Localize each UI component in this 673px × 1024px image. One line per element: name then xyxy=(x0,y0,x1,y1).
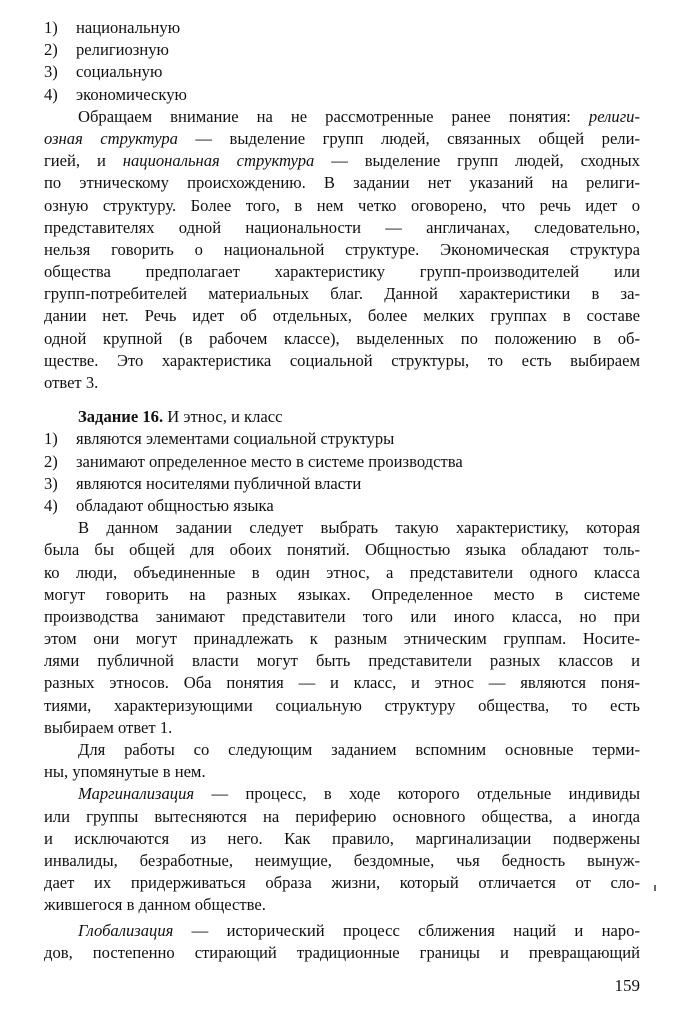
text-span: — выделение групп людей, связанных общей рели- xyxy=(177,128,640,148)
text-span: — выделение групп людей, сходных xyxy=(314,151,640,171)
text-line xyxy=(44,850,640,872)
text-line xyxy=(44,128,640,150)
list-text: обладают общностью языка xyxy=(76,495,274,515)
list-item xyxy=(44,39,640,61)
text-line xyxy=(44,584,640,606)
text-line xyxy=(44,894,640,916)
text-span: И этнос, и класс xyxy=(163,407,283,427)
text-span: была бы общей для обоих понятий. Общностью языка обладают толь- xyxy=(44,540,640,560)
text-span: одной крупной (в рабочем классе), выделенных по положению в об- xyxy=(44,328,640,348)
text-span: представителях одной национальности — англичанах, следовательно, xyxy=(44,217,640,237)
list-number: 2) xyxy=(44,40,58,60)
list-text: являются элементами социальной структуры xyxy=(76,429,395,449)
text-line xyxy=(44,239,640,261)
text-line xyxy=(44,283,640,305)
page-number: 159 xyxy=(614,976,640,995)
text-line xyxy=(44,872,640,894)
text-span: производства занимают представители того или иного класса, но при xyxy=(44,606,640,626)
text-line xyxy=(44,372,640,394)
text-span: лями публичной власти могут быть представители разных классов и xyxy=(44,651,640,671)
list-number: 3) xyxy=(44,473,58,493)
text-span: Для работы со следующим заданием вспомним основные терми- xyxy=(78,740,640,759)
text-line xyxy=(44,695,640,717)
paragraph xyxy=(44,920,640,964)
text-line xyxy=(44,828,640,850)
text-line xyxy=(44,650,640,672)
text-span: жившегося в данном обществе. xyxy=(44,895,266,915)
text-span: ществе. Это характеристика социальной структуры, то есть выбираем xyxy=(44,350,640,370)
text-line xyxy=(44,328,640,350)
text-span: общества предполагает характеристику групп-производителей или xyxy=(44,262,640,282)
text-span: дании нет. Речь идет об отдельных, более мелких группах в составе xyxy=(44,306,640,326)
term-italic: национальная структура xyxy=(122,151,315,171)
text-span: гией, и xyxy=(44,151,123,171)
list-item xyxy=(44,495,640,517)
text-span: ко люди, объединенные в один этнос, а представители одного класса xyxy=(44,562,640,582)
text-span: ны, упомянутые в нем. xyxy=(44,762,206,782)
term-italic: озная структура xyxy=(44,128,178,148)
task-heading: Задание 16. xyxy=(78,407,164,427)
text-span: групп-потребителей материальных благ. Данной характеристики в за- xyxy=(44,284,640,304)
text-line xyxy=(44,606,640,628)
text-line xyxy=(44,350,640,372)
list-number: 4) xyxy=(44,495,58,515)
text-span: — исторический процесс сближения наций и наро- xyxy=(173,920,640,940)
paragraph xyxy=(44,517,640,739)
scan-artifact xyxy=(654,885,656,891)
text-line xyxy=(44,150,640,172)
paragraph xyxy=(44,106,640,394)
page-body xyxy=(44,17,640,964)
text-line xyxy=(44,628,640,650)
text-span: этом они могут принадлежать к разным этническим группам. Носите- xyxy=(44,629,640,649)
list-text: являются носителями публичной власти xyxy=(76,473,362,493)
text-span: дает их придерживаться образа жизни, который отличается от сло- xyxy=(44,873,640,893)
text-span: Обращаем внимание на не рассмотренные ранее понятия: xyxy=(78,106,589,126)
list-text: экономическую xyxy=(76,84,187,104)
paragraph xyxy=(44,406,640,428)
list-text: социальную xyxy=(76,62,163,82)
text-span: ответ 3. xyxy=(44,373,99,392)
text-span: могут говорить на разных языках. Определенное место в системе xyxy=(44,584,640,604)
list-number: 1) xyxy=(44,429,58,449)
text-span: дов, постепенно стирающий традиционные границы и превращающий xyxy=(44,942,640,962)
text-span: выбираем ответ 1. xyxy=(44,717,173,737)
text-line xyxy=(44,539,640,561)
text-line xyxy=(44,305,640,327)
text-line xyxy=(44,672,640,694)
list-text: религиозную xyxy=(76,40,169,60)
answer-list xyxy=(44,428,640,517)
list-item xyxy=(44,84,640,106)
list-item xyxy=(44,17,640,39)
text-line xyxy=(44,195,640,217)
text-span: тиями, характеризующими социальную структуру общества, то есть xyxy=(44,695,640,715)
list-text: национальную xyxy=(76,18,181,37)
term-italic: Маргинализация xyxy=(78,784,195,804)
text-span: В данном задании следует выбрать такую характеристику, которая xyxy=(78,518,640,538)
list-number: 4) xyxy=(44,84,58,104)
term-italic: религи- xyxy=(588,106,640,126)
text-line xyxy=(44,717,640,739)
list-item xyxy=(44,428,640,450)
text-span: нельзя говорить о национальной структуре. Экономическая структура xyxy=(44,239,640,259)
list-item xyxy=(44,451,640,473)
term-italic: Глобализация xyxy=(78,920,174,940)
text-span: разных этносов. Оба понятия — и класс, и этнос — являются поня- xyxy=(44,673,640,693)
text-span: и исключаются из него. Как правило, маргинализации подвержены xyxy=(44,828,640,848)
text-span: или группы вытесняются на периферию основного общества, а иногда xyxy=(44,806,640,826)
text-span: по этническому происхождению. В задании нет указаний на религи- xyxy=(44,173,640,193)
list-number: 2) xyxy=(44,451,58,471)
text-line xyxy=(44,261,640,283)
text-line xyxy=(44,806,640,828)
text-line xyxy=(44,761,640,783)
text-line xyxy=(44,942,640,964)
text-line xyxy=(44,783,640,805)
text-line xyxy=(44,562,640,584)
list-item xyxy=(44,61,640,83)
text-span: — процесс, в ходе которого отдельные индивиды xyxy=(194,784,640,804)
paragraph xyxy=(44,739,640,783)
text-line xyxy=(44,406,640,428)
text-line xyxy=(44,517,640,539)
list-number: 1) xyxy=(44,18,58,37)
text-line xyxy=(44,217,640,239)
text-line xyxy=(44,172,640,194)
list-text: занимают определенное место в системе производства xyxy=(76,451,463,471)
list-item xyxy=(44,473,640,495)
text-span: инвалиды, безработные, неимущие, бездомные, чья бедность вынуж- xyxy=(44,850,640,870)
text-span: озную структуру. Более того, в нем четко оговорено, что речь идет о xyxy=(44,195,640,215)
answer-list xyxy=(44,17,640,106)
text-line xyxy=(44,106,640,128)
text-line xyxy=(44,920,640,942)
text-line xyxy=(44,739,640,761)
paragraph xyxy=(44,783,640,916)
list-number: 3) xyxy=(44,62,58,82)
